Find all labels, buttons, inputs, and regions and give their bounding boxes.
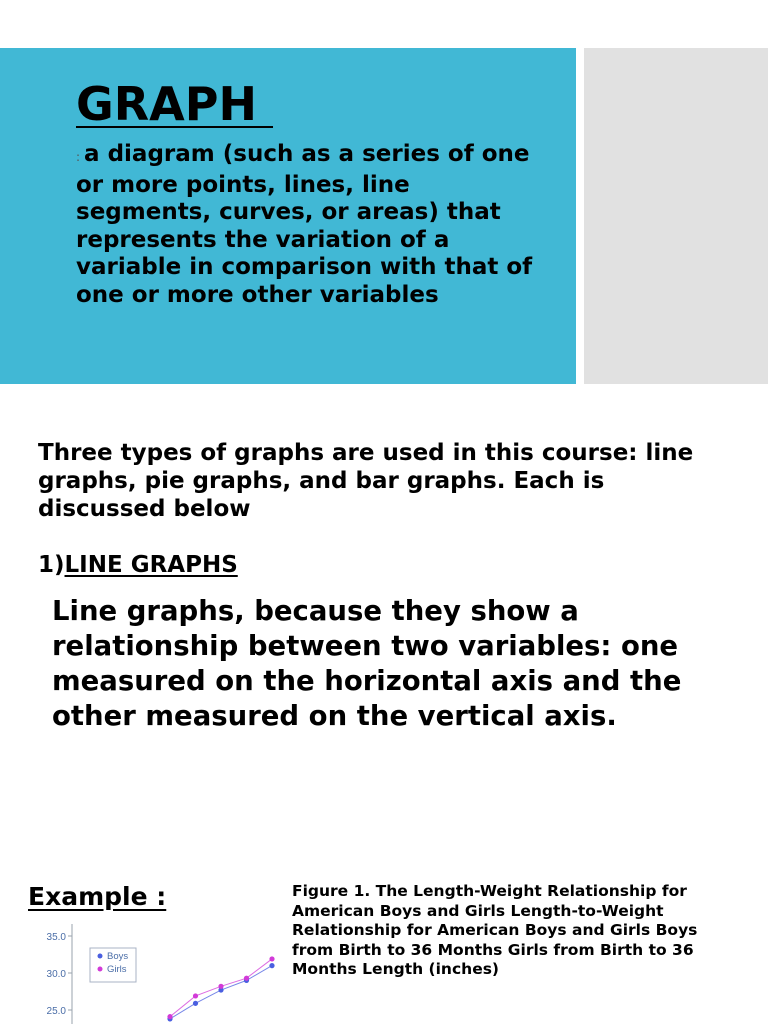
data-point-boys — [193, 1001, 198, 1006]
section-number: 1) — [38, 552, 65, 578]
legend-marker — [98, 954, 103, 959]
data-point-girls — [269, 956, 274, 961]
data-point-girls — [218, 984, 223, 989]
legend-label: Boys — [107, 951, 129, 962]
data-point-girls — [193, 993, 198, 998]
data-point-girls — [244, 976, 249, 981]
y-tick-label: 30.0 — [46, 969, 66, 980]
length-weight-chart — [20, 924, 280, 1024]
legend-marker — [98, 967, 103, 972]
line-graph-description: Line graphs, because they show a relationship between two variables: one measured on the horizontal axis and the other measured on the vertical axis. — [52, 595, 682, 732]
example-label: Example : — [28, 882, 167, 911]
definition-colon: : — [76, 150, 81, 164]
intro-paragraph: Three types of graphs are used in this course: line graphs, pie graphs, and bar graphs. Each is discussed below — [38, 440, 694, 522]
figure-caption: Figure 1. The Length-Weight Relationship for American Boys and Girls Length-to-Weight Relationship for American Boys and Girls Boys from Birth to 36 Months Girls from Birth to 36 Months Length (inches) — [292, 882, 698, 978]
data-point-boys — [269, 963, 274, 968]
y-tick-label: 25.0 — [46, 1006, 66, 1017]
legend-label: Girls — [107, 964, 127, 975]
definition-body: a diagram (such as a series of one or more points, lines, line segments, curves, or areas) that represents the variation of a variable in comparison with that of one or more other variables — [76, 141, 533, 308]
section-heading — [38, 551, 238, 579]
section-title: LINE GRAPHS — [64, 552, 238, 578]
definition-text — [76, 141, 546, 309]
y-tick-label: 35.0 — [46, 932, 66, 943]
data-point-girls — [167, 1014, 172, 1019]
side-panel — [584, 48, 768, 384]
slide-title: GRAPH — [76, 77, 274, 131]
